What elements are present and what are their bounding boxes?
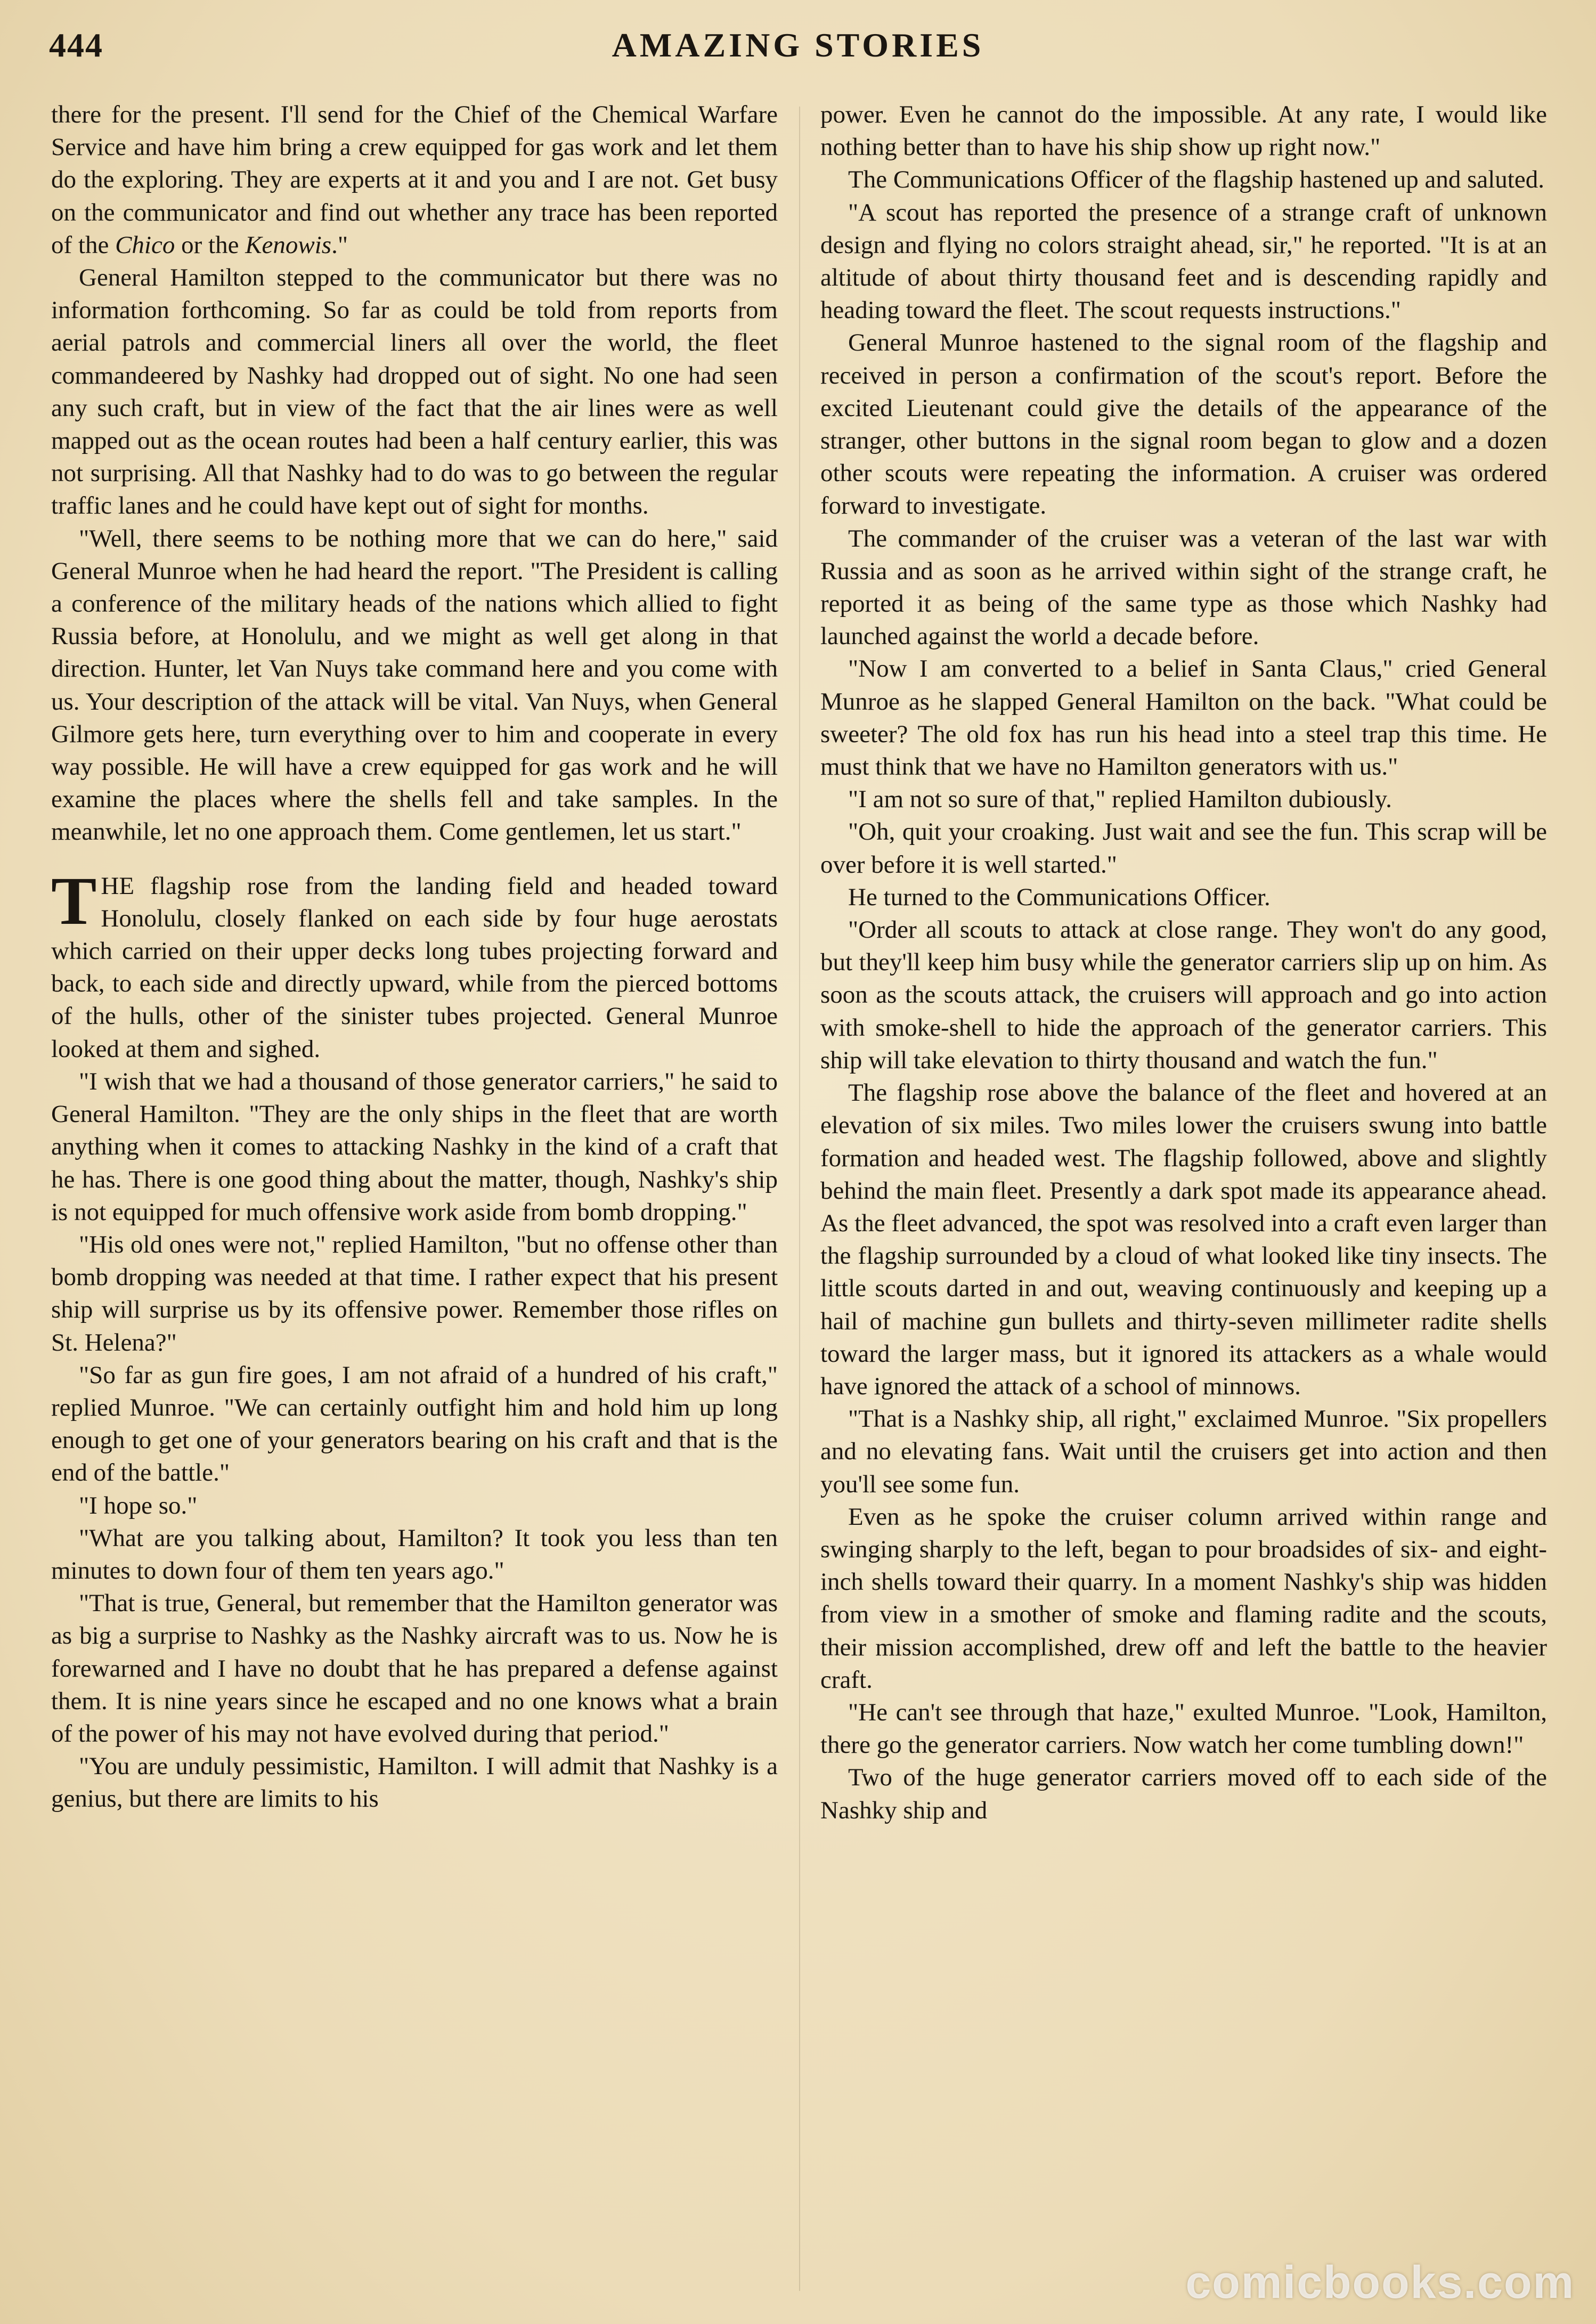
running-head: AMAZING STORIES	[612, 26, 984, 64]
page-number: 444	[49, 26, 103, 64]
paragraph: The commander of the cruiser was a veteran of the last war with Russia and as soon as he arrived within sight of the strange craft, he reported it as being of the same type as those which Nashky had launched against the world a decade before.	[820, 524, 1547, 651]
paragraph: "That is a Nashky ship, all right," exclaimed Munroe. "Six propellers and no elevating fans. Wait until the cruisers get into action and then you'll see some fun.	[820, 1405, 1547, 1498]
paragraph: Even as he spoke the cruiser column arrived within range and swinging sharply to the left, began to pour broadsides of six- and eight-inch shells toward their quarry. In a moment Nashky's ship was hidden from view in a smother of smoke and flaming radite and the scouts, their mission accomplished, drew off and left the battle to the heavier craft.	[820, 1502, 1547, 1694]
left-column	[51, 99, 778, 1816]
paragraph: He turned to the Communications Officer.	[848, 883, 1271, 911]
paragraph: Two of the huge generator carriers moved off to each side of the Nashky ship and	[820, 1764, 1547, 1824]
paragraph-text: ."	[331, 231, 348, 259]
right-column	[820, 99, 1547, 1827]
paragraph: "I wish that we had a thousand of those generator carriers," he said to General Hamilton. "They are the only ships in the fleet that are worth anything when it comes to attacking Nashky in the kind of a craft that he has. There is one good thing about the matter, though, Nashky's ship is not equipped for much offensive work aside from bomb dropping."	[51, 1067, 778, 1226]
drop-cap: T	[51, 863, 97, 939]
paragraph: "Order all scouts to attack at close range. They won't do any good, but they'll keep him busy while the generator carriers slip up on him. As soon as the scouts attack, the cruisers will approach and go into action with smoke-shell to hide the approach of the generator carriers. This ship will take elevation to thirty thousand and watch the fun."	[820, 916, 1547, 1074]
ship-name: Chico	[115, 231, 175, 259]
paragraph: The flagship rose above the balance of the fleet and hovered at an elevation of six miles. Two miles lower the cruisers swung into battle formation and headed west. The flagship followed, above and slightly behind the main fleet. Presently a dark spot made its appearance ahead. As the fleet advanced, the spot was resolved into a craft even larger than the flagship surrounded by a cloud of what looked like tiny insects. The little scouts darted in and out, weaving continuously and keeping up a hail of machine gun bullets and thirty-seven millimeter radite shells toward the larger mass, but it ignored its attackers as a whale would have ignored the attack of a school of minnows.	[820, 1079, 1547, 1400]
paragraph: General Hamilton stepped to the communicator but there was no information forthcoming. So far as could be told from reports from aerial patrols and commercial liners all over the world, the fleet commandeered by Nashky had dropped out of sight. No one had seen any such craft, but in view of the fact that the air lines were as well mapped out as the ocean routes had been a half century earlier, this was not surprising. All that Nashky had to do was to go between the regular traffic lanes and he could have kept out of sight for months.	[51, 264, 778, 520]
paragraph: "Now I am converted to a belief in Santa Claus," cried General Munroe as he slapped General Hamilton on the back. "What could be sweeter? The old fox has run his head into a steel trap this time. He must think that we have no Hamilton generators with us."	[820, 655, 1547, 781]
paragraph: "So far as gun fire goes, I am not afraid of a hundred of his craft," replied Munroe. "We can certainly outfight him and hold him up long enough to get one of your generators bearing on his craft and that is the end of the battle."	[51, 1361, 778, 1487]
paragraph: The Communications Officer of the flagship hastened up and saluted.	[848, 166, 1544, 194]
section-opening-paragraph	[51, 863, 778, 1066]
paragraph: "He can't see through that haze," exulted Munroe. "Look, Hamilton, there go the generator carriers. Now watch her come tumbling down!"	[820, 1698, 1547, 1759]
paragraph-text: HE flagship rose from the landing field and headed toward Honolulu, closely flanked on each side by four huge aerostats which carried on their upper decks long tubes projecting forward and back, to each side and directly upward, while from the pierced bottoms of the hulls, other of the sinister tubes projected. General Munroe looked at them and sighed.	[51, 872, 778, 1063]
paragraph: General Munroe hastened to the signal room of the flagship and received in person a confirmation of the scout's report. Before the excited Lieutenant could give the details of the appearance of the stranger, other buttons in the signal room began to glow and a dozen other scouts were repeating the information. A cruiser was ordered forward to investigate.	[820, 329, 1547, 520]
paragraph: "What are you talking about, Hamilton? It took you less than ten minutes to down four of them ten years ago."	[51, 1524, 778, 1584]
column-gutter	[799, 107, 800, 2291]
paragraph: "His old ones were not," replied Hamilton, "but no offense other than bomb dropping was needed at that time. I rather expect that his present ship will surprise us by its offensive power. Remember those rifles on St. Helena?"	[51, 1230, 778, 1356]
paragraph: "That is true, General, but remember that the Hamilton generator was as big a surprise to Nashky as the Nashky aircraft was to us. Now he is forewarned and I have no doubt that he has prepared a defense against them. It is nine years since he escaped and no one knows what a brain of the power of his may not have evolved during that period."	[51, 1589, 778, 1748]
watermark: comicbooks.com	[1185, 2257, 1575, 2308]
paragraph: "I am not so sure of that," replied Hamilton dubiously.	[848, 785, 1392, 814]
ship-name: Kenowis	[245, 231, 332, 259]
paragraph-text: or the	[175, 231, 246, 259]
paragraph-text: there for the present. I'll send for the Chief of the Chemical Warfare Service and have him bring a crew equipped for gas work and let them do the exploring. They are experts at it and you and I are not. Get busy on the communicator and find out whether any trace has been reported of the	[51, 101, 778, 259]
paragraph: "Well, there seems to be nothing more that we can do here," said General Munroe when he had heard the report. "The President is calling a conference of the military heads of the nations which allied to fight Russia before, at Honolulu, and we might as well get along in that direction. Hunter, let Van Nuys take command here and you come with us. Your description of the attack will be vital. Van Nuys, when General Gilmore gets here, turn everything over to him and cooperate in every way possible. He will have a crew equipped for gas work and he will examine the places where the shells fell and take samples. In the meanwhile, let no one approach them. Come gentlemen, let us start."	[51, 524, 778, 846]
paragraph	[51, 99, 778, 262]
paragraph: "A scout has reported the presence of a strange craft of unknown design and flying no colors straight ahead, sir," he reported. "It is at an altitude of about thirty thousand feet and is descending rapidly and heading toward the fleet. The scout requests instructions."	[820, 198, 1547, 324]
paragraph: "I hope so."	[79, 1491, 198, 1519]
page-header	[49, 26, 1547, 84]
paragraph: "You are unduly pessimistic, Hamilton. I will admit that Nashky is a genius, but there are limits to his	[51, 1752, 778, 1813]
paragraph: "Oh, quit your croaking. Just wait and see the fun. This scrap will be over before it is well started."	[820, 818, 1547, 879]
paragraph: power. Even he cannot do the impossible. At any rate, I would like nothing better than to have his ship show up right now."	[820, 101, 1547, 161]
